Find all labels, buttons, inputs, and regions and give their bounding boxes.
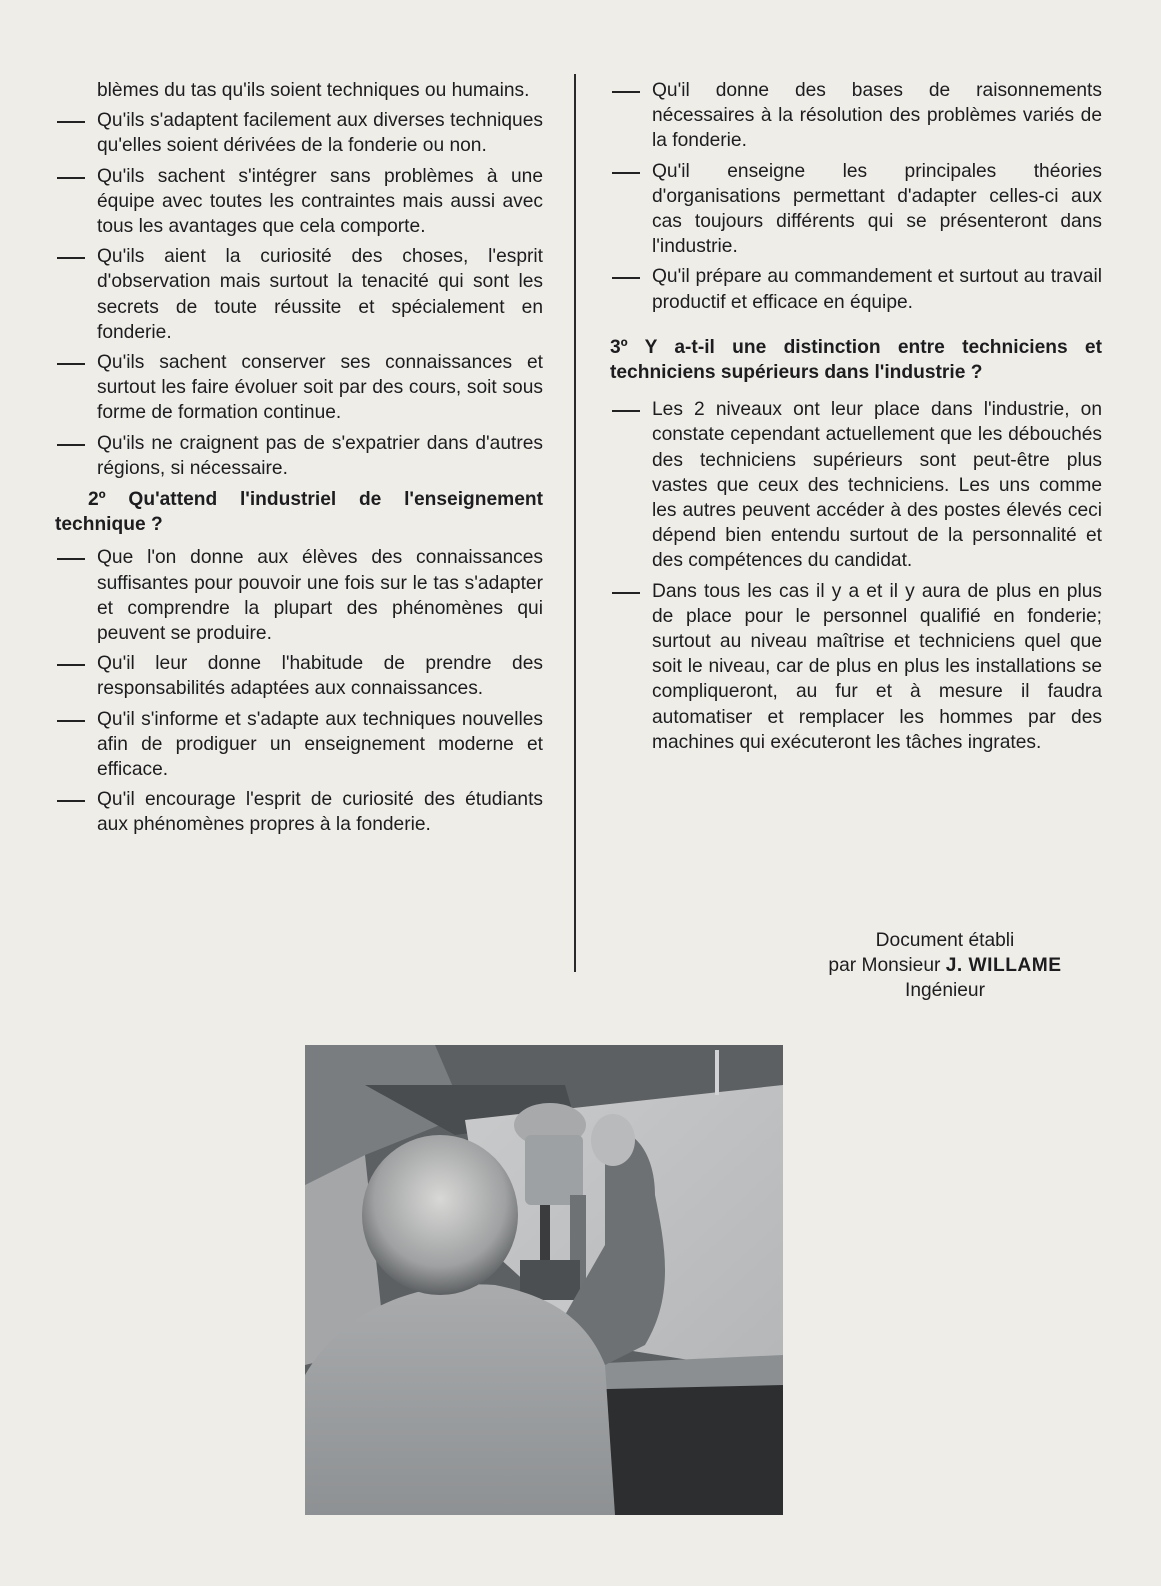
list-item: Qu'il s'informe et s'adapte aux techniques nouvelles afin de prodiguer un enseignement moderne et efficace. [97,708,543,781]
list-item: Qu'ils ne craignent pas de s'expatrier dans d'autres régions, si nécessaire. [97,432,543,479]
list-item: Qu'ils sachent conserver ses connaissances et surtout les faire évoluer soit par des cours, soit sous forme de formation continue. [97,352,543,424]
continuation-text: blèmes du tas qu'ils soient techniques ou humains. [97,80,530,101]
hand [591,1114,635,1166]
author-name: J. WILLAME [945,955,1062,977]
signature-line-2: par Monsieur J. WILLAME [828,955,1062,977]
list-item: Qu'ils sachent s'intégrer sans problèmes à une équipe avec toutes les contraintes mais aussi avec tous les avantages que cela comporte. [97,165,543,238]
continuation-paragraph [55,78,543,103]
signature-line-1: Document établi [875,930,1015,951]
list-item: Dans tous les cas il y a et il y aura de plus en plus de place pour le personnel qualifié en fonderie; surtout au niveau maîtrise et techniciens quel que soit le niveau, car de plus en plus les installations se compliqueront, au fur et à mesure il faudra automatiser et remplacer les hommes par des machines qui exécuteront les tâches ingrates. [652,580,1102,753]
drill-vise [520,1260,580,1300]
workshop-photo [305,1045,783,1515]
drill-head [525,1135,583,1205]
list-item: Les 2 niveaux ont leur place dans l'industrie, on constate cependant actuellement que les débouchés des techniciens supérieurs sont peut-être plus vastes que ceux des techniciens. Les uns comme les autres peuvent accéder à des postes élevés ceci dépend bien entendu surtout de la personnalité et des compétences du candidat. [652,399,1102,572]
list-item: Que l'on donne aux élèves des connaissances suffisantes pour pouvoir une fois sur le tas s'adapter et comprendre la plupart des phénomènes qui peuvent se produire. [97,547,543,645]
photo-illustration [305,1045,783,1515]
list-item: Qu'ils s'adaptent facilement aux diverses techniques qu'elles soient dérivées de la fonderie ou non. [97,110,543,157]
hair [362,1135,518,1295]
list-item: Qu'ils aient la curiosité des choses, l'esprit d'observation mais surtout la tenacité qui sont les secrets de toute réussite et spécialement en fonderie. [97,246,543,343]
list-item: Qu'il leur donne l'habitude de prendre des responsabilités adaptées aux connaissances. [97,653,543,700]
signature-block [780,928,1110,1004]
right-column [610,78,1102,760]
list-item: Qu'il enseigne les principales théories d'organisations permettant d'adapter celles-ci aux cas toujours différents qui se présenteront dans l'industrie. [652,160,1102,258]
section-heading-3: 3º Y a-t-il une distinction entre techniciens et techniciens supérieurs dans l'industrie ? [610,336,1102,384]
list-item: Qu'il prépare au commandement et surtout au travail productif et efficace en équipe. [652,266,1102,313]
list-item: Qu'il encourage l'esprit de curiosité des étudiants aux phénomènes propres à la fonderie. [97,789,543,836]
pipe [715,1050,719,1095]
drill-spindle [540,1205,550,1265]
left-column [55,78,543,843]
section-heading-2: 2º Qu'attend l'industriel de l'enseignement technique ? [55,489,543,536]
column-divider [574,74,576,972]
signature-title: Ingénieur [904,980,985,1002]
list-item: Qu'il donne des bases de raisonnements nécessaires à la résolution des problèmes variés de la fonderie. [652,80,1102,152]
